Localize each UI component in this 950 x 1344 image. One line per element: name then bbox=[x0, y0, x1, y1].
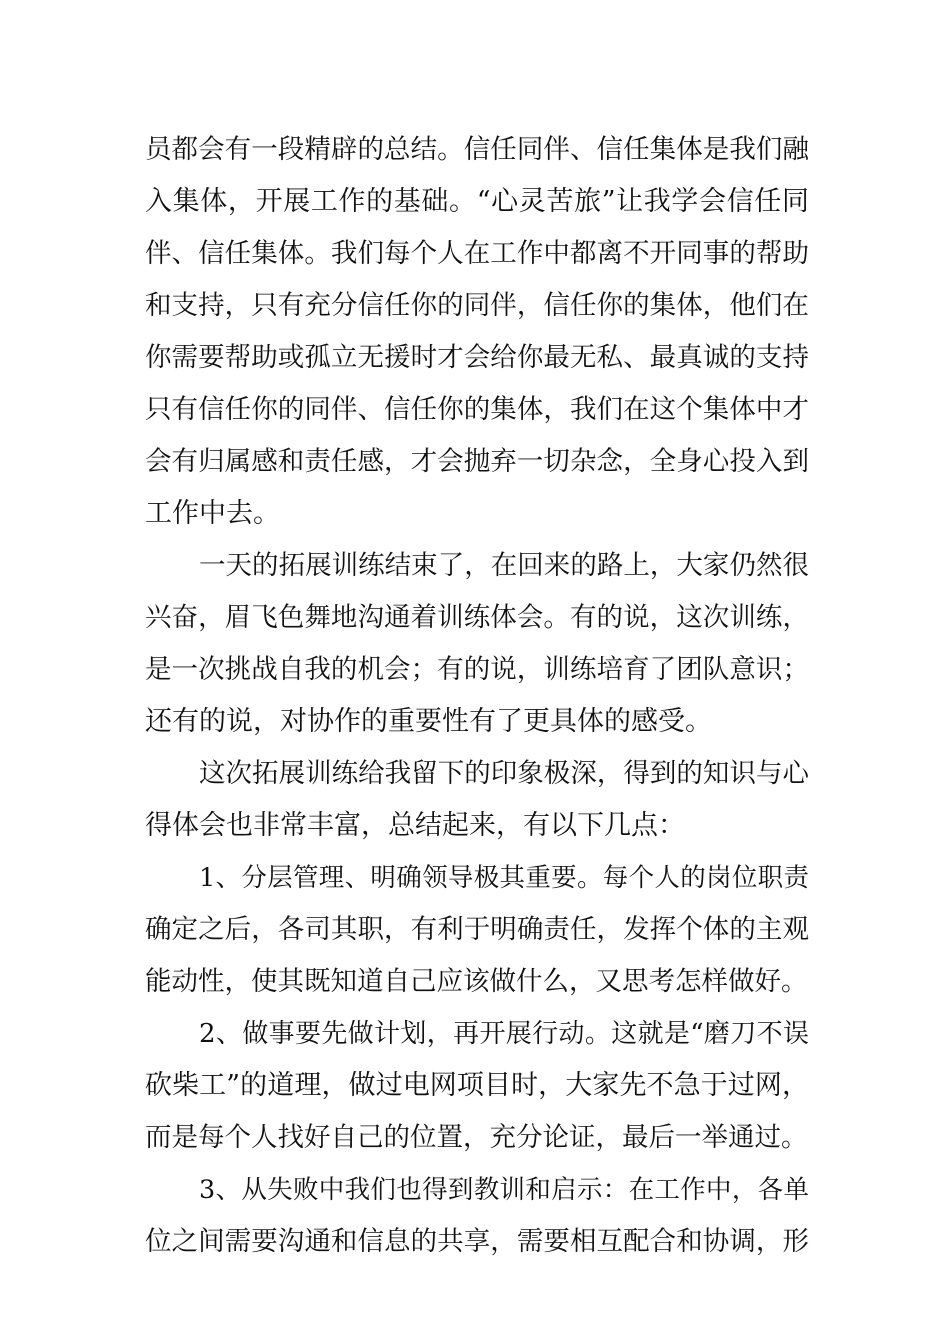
text-line: 入集体，开展工作的基础。“心灵苦旅”让我学会信任同 bbox=[145, 186, 809, 217]
text-line: 确定之后，各司其职，有利于明确责任，发挥个体的主观 bbox=[145, 914, 809, 945]
text-line: 得体会也非常丰富，总结起来，有以下几点： bbox=[145, 810, 685, 841]
text-line: 只有信任你的同伴、信任你的集体，我们在这个集体中才 bbox=[145, 394, 809, 425]
paragraph-start-line: 一天的拓展训练结束了，在回来的路上，大家仍然很 bbox=[199, 550, 809, 581]
text-line: 位之间需要沟通和信息的共享，需要相互配合和协调，形 bbox=[145, 1226, 809, 1257]
text-line: 伴、信任集体。我们每个人在工作中都离不开同事的帮助 bbox=[145, 238, 809, 269]
text-line: 兴奋，眉飞色舞地沟通着训练体会。有的说，这次训练， bbox=[145, 602, 809, 633]
text-line: 员都会有一段精辟的总结。信任同伴、信任集体是我们融 bbox=[145, 134, 809, 165]
text-line: 而是每个人找好自己的位置，充分论证，最后一举通过。 bbox=[145, 1122, 808, 1153]
text-line: 还有的说，对协作的重要性有了更具体的感受。 bbox=[145, 706, 712, 737]
list-item-3-line: 3、从失败中我们也得到教训和启示：在工作中，各单 bbox=[199, 1175, 809, 1205]
paragraph-start-line: 这次拓展训练给我留下的印象极深，得到的知识与心 bbox=[199, 758, 809, 789]
text-line: 是一次挑战自我的机会；有的说，训练培育了团队意识； bbox=[145, 654, 809, 685]
text-line: 你需要帮助或孤立无援时才会给你最无私、最真诚的支持 bbox=[145, 342, 809, 373]
list-item-1-line: 1、分层管理、明确领导极其重要。每个人的岗位职责 bbox=[199, 863, 809, 893]
list-item-2-line: 2、做事要先做计划，再开展行动。这就是“磨刀不误 bbox=[199, 1019, 809, 1049]
text-line: 能动性，使其既知道自己应该做什么，又思考怎样做好。 bbox=[145, 966, 808, 997]
text-line: 工作中去。 bbox=[145, 498, 280, 529]
text-line: 砍柴工”的道理，做过电网项目时，大家先不急于过网， bbox=[145, 1070, 809, 1101]
text-line: 会有归属感和责任感，才会抛弃一切杂念，全身心投入到 bbox=[145, 446, 809, 477]
text-line: 和支持，只有充分信任你的同伴，信任你的集体，他们在 bbox=[145, 290, 809, 321]
